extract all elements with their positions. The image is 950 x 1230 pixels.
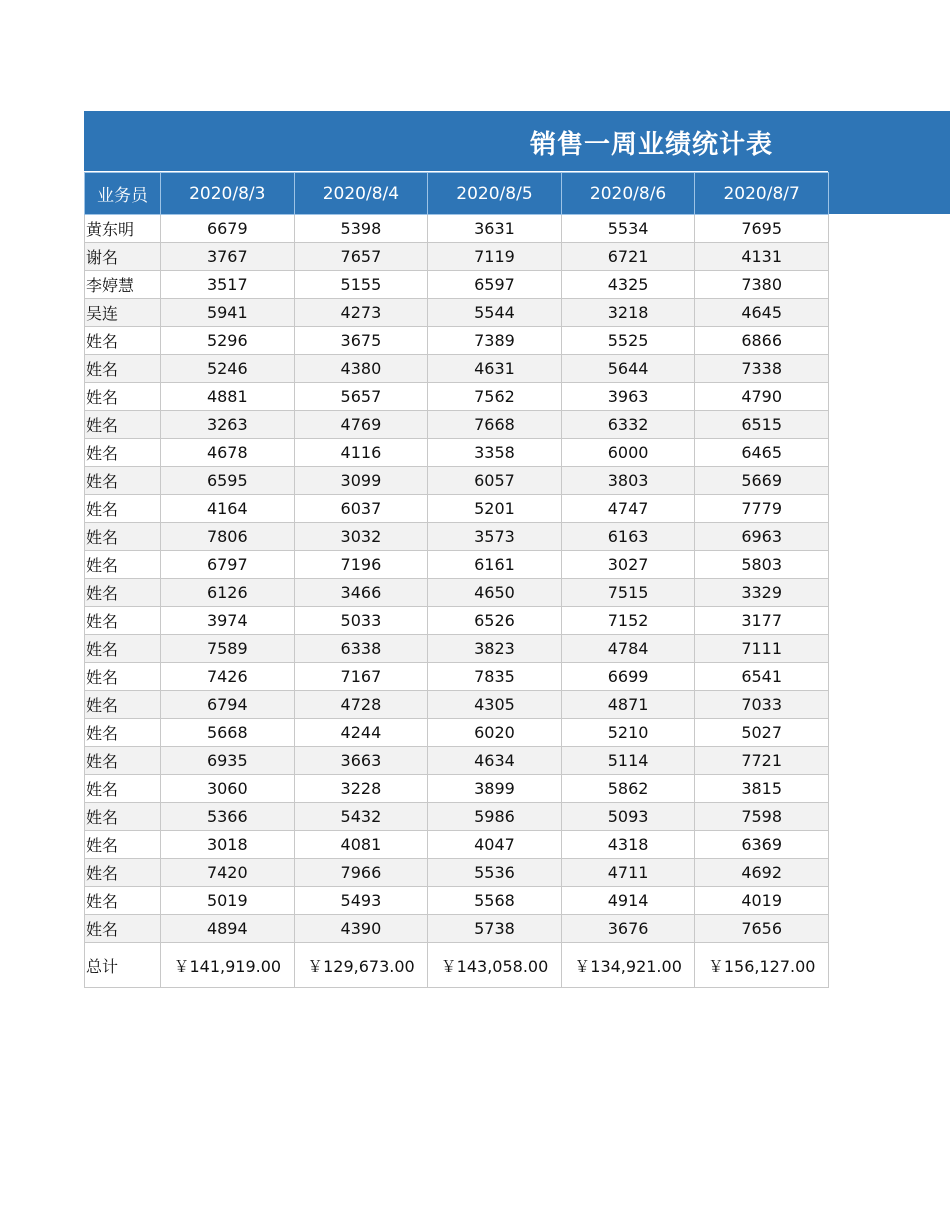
sales-value-cell[interactable]: 6163 (561, 523, 695, 551)
sales-value-cell[interactable]: 5669 (695, 467, 829, 495)
table-row (85, 411, 829, 439)
sales-value-cell[interactable]: 6597 (428, 271, 562, 299)
sales-value-cell[interactable]: 4790 (695, 383, 829, 411)
sales-value-cell[interactable]: 6595 (161, 467, 295, 495)
sales-value-cell[interactable]: 3018 (161, 831, 295, 859)
sales-value-cell[interactable]: 3675 (294, 327, 428, 355)
header-cell-date[interactable]: 2020/8/4 (294, 173, 428, 215)
header-row (85, 173, 829, 215)
table-row (85, 551, 829, 579)
sales-value-cell[interactable]: 4728 (294, 691, 428, 719)
sales-value-cell[interactable]: 4894 (161, 915, 295, 943)
salesperson-cell[interactable]: 姓名 (85, 607, 161, 635)
salesperson-cell[interactable]: 姓名 (85, 635, 161, 663)
sales-value-cell[interactable]: 5986 (428, 803, 562, 831)
sales-value-cell[interactable]: 5536 (428, 859, 562, 887)
table-row (85, 299, 829, 327)
table-row (85, 383, 829, 411)
sales-value-cell[interactable]: 5544 (428, 299, 562, 327)
sales-value-cell[interactable]: 3815 (695, 775, 829, 803)
sales-value-cell[interactable]: 4116 (294, 439, 428, 467)
sales-value-cell[interactable]: 6679 (161, 215, 295, 243)
sales-value-cell[interactable]: 6935 (161, 747, 295, 775)
salesperson-cell[interactable]: 李婷慧 (85, 271, 161, 299)
table-row (85, 803, 829, 831)
sales-value-cell[interactable]: 4380 (294, 355, 428, 383)
salesperson-cell[interactable]: 黄东明 (85, 215, 161, 243)
sales-value-cell[interactable]: 7033 (695, 691, 829, 719)
sales-value-cell[interactable]: 5019 (161, 887, 295, 915)
sales-value-cell[interactable]: 6037 (294, 495, 428, 523)
total-cell[interactable]: ￥143,058.00 (428, 943, 562, 988)
sales-value-cell[interactable]: 5398 (294, 215, 428, 243)
table-row (85, 439, 829, 467)
header-cell-date[interactable]: 2020/8/6 (561, 173, 695, 215)
table-row (85, 327, 829, 355)
salesperson-cell[interactable]: 姓名 (85, 411, 161, 439)
sales-value-cell[interactable]: 7119 (428, 243, 562, 271)
sales-value-cell[interactable]: 5525 (561, 327, 695, 355)
salesperson-cell[interactable]: 姓名 (85, 887, 161, 915)
sales-value-cell[interactable]: 6794 (161, 691, 295, 719)
table-row (85, 915, 829, 943)
sales-value-cell[interactable]: 6541 (695, 663, 829, 691)
sales-value-cell[interactable]: 7721 (695, 747, 829, 775)
sales-value-cell[interactable]: 3663 (294, 747, 428, 775)
table-row (85, 887, 829, 915)
table-row (85, 523, 829, 551)
sales-value-cell[interactable]: 6526 (428, 607, 562, 635)
table-row (85, 775, 829, 803)
sales-value-cell[interactable]: 7806 (161, 523, 295, 551)
salesperson-cell[interactable]: 姓名 (85, 803, 161, 831)
sales-value-cell[interactable]: 5803 (695, 551, 829, 579)
sales-value-cell[interactable]: 4881 (161, 383, 295, 411)
table-row (85, 691, 829, 719)
sales-value-cell[interactable]: 5738 (428, 915, 562, 943)
header-band-extension (828, 171, 950, 214)
sales-value-cell[interactable]: 7426 (161, 663, 295, 691)
sales-value-cell[interactable]: 4631 (428, 355, 562, 383)
salesperson-cell[interactable]: 姓名 (85, 495, 161, 523)
salesperson-cell[interactable]: 姓名 (85, 327, 161, 355)
table-row (85, 831, 829, 859)
table-row (85, 215, 829, 243)
sales-value-cell[interactable]: 3032 (294, 523, 428, 551)
table-row (85, 579, 829, 607)
sales-value-cell[interactable]: 3963 (561, 383, 695, 411)
sales-value-cell[interactable]: 4914 (561, 887, 695, 915)
salesperson-cell[interactable]: 姓名 (85, 579, 161, 607)
total-row (85, 943, 829, 988)
sales-value-cell[interactable]: 3573 (428, 523, 562, 551)
salesperson-cell[interactable]: 姓名 (85, 859, 161, 887)
sales-value-cell[interactable]: 4871 (561, 691, 695, 719)
sales-value-cell[interactable]: 6020 (428, 719, 562, 747)
sales-value-cell[interactable]: 6797 (161, 551, 295, 579)
table-row (85, 719, 829, 747)
sales-value-cell[interactable]: 7966 (294, 859, 428, 887)
sales-value-cell[interactable]: 3517 (161, 271, 295, 299)
sales-value-cell[interactable]: 5201 (428, 495, 562, 523)
sales-value-cell[interactable]: 6332 (561, 411, 695, 439)
salesperson-cell[interactable]: 姓名 (85, 355, 161, 383)
sales-value-cell[interactable]: 7695 (695, 215, 829, 243)
sales-value-cell[interactable]: 5155 (294, 271, 428, 299)
sales-value-cell[interactable]: 5534 (561, 215, 695, 243)
sales-value-cell[interactable]: 5432 (294, 803, 428, 831)
salesperson-cell[interactable]: 姓名 (85, 719, 161, 747)
total-cell[interactable]: ￥129,673.00 (294, 943, 428, 988)
sales-value-cell[interactable]: 4164 (161, 495, 295, 523)
sales-value-cell[interactable]: 4019 (695, 887, 829, 915)
sales-value-cell[interactable]: 3027 (561, 551, 695, 579)
sales-value-cell[interactable]: 7668 (428, 411, 562, 439)
header-cell-date[interactable]: 2020/8/7 (695, 173, 829, 215)
salesperson-cell[interactable]: 姓名 (85, 663, 161, 691)
sales-value-cell[interactable]: 3676 (561, 915, 695, 943)
sales-value-cell[interactable]: 7656 (695, 915, 829, 943)
sales-value-cell[interactable]: 6866 (695, 327, 829, 355)
sales-value-cell[interactable]: 5114 (561, 747, 695, 775)
sales-value-cell[interactable]: 3228 (294, 775, 428, 803)
sales-value-cell[interactable]: 6465 (695, 439, 829, 467)
sales-value-cell[interactable]: 4634 (428, 747, 562, 775)
sales-value-cell[interactable]: 4325 (561, 271, 695, 299)
sales-value-cell[interactable]: 6369 (695, 831, 829, 859)
sales-value-cell[interactable]: 4318 (561, 831, 695, 859)
table-row (85, 607, 829, 635)
salesperson-cell[interactable]: 谢名 (85, 243, 161, 271)
sales-value-cell[interactable]: 7196 (294, 551, 428, 579)
salesperson-cell[interactable]: 姓名 (85, 915, 161, 943)
sales-value-cell[interactable]: 7111 (695, 635, 829, 663)
sales-value-cell[interactable]: 6057 (428, 467, 562, 495)
sales-value-cell[interactable]: 7167 (294, 663, 428, 691)
sales-value-cell[interactable]: 4244 (294, 719, 428, 747)
sales-value-cell[interactable]: 5668 (161, 719, 295, 747)
sales-value-cell[interactable]: 3099 (294, 467, 428, 495)
salesperson-cell[interactable]: 吴连 (85, 299, 161, 327)
sales-value-cell[interactable]: 3263 (161, 411, 295, 439)
sales-value-cell[interactable]: 7389 (428, 327, 562, 355)
salesperson-cell[interactable]: 姓名 (85, 551, 161, 579)
sales-value-cell[interactable]: 5493 (294, 887, 428, 915)
salesperson-cell[interactable]: 姓名 (85, 691, 161, 719)
sales-value-cell[interactable]: 6721 (561, 243, 695, 271)
sales-table (84, 172, 829, 988)
total-label-cell[interactable]: 总计 (85, 943, 161, 988)
sales-value-cell[interactable]: 7835 (428, 663, 562, 691)
sales-value-cell[interactable]: 4769 (294, 411, 428, 439)
sales-value-cell[interactable]: 5657 (294, 383, 428, 411)
sales-value-cell[interactable]: 5862 (561, 775, 695, 803)
table-row (85, 243, 829, 271)
sales-value-cell[interactable]: 7657 (294, 243, 428, 271)
sales-value-cell[interactable]: 4131 (695, 243, 829, 271)
header-cell-date[interactable]: 2020/8/5 (428, 173, 562, 215)
total-cell[interactable]: ￥141,919.00 (161, 943, 295, 988)
sales-value-cell[interactable]: 3329 (695, 579, 829, 607)
sales-value-cell[interactable]: 5210 (561, 719, 695, 747)
sales-value-cell[interactable]: 7152 (561, 607, 695, 635)
sales-value-cell[interactable]: 5644 (561, 355, 695, 383)
sales-value-cell[interactable]: 5296 (161, 327, 295, 355)
sales-value-cell[interactable]: 3631 (428, 215, 562, 243)
sales-value-cell[interactable]: 5033 (294, 607, 428, 635)
sales-value-cell[interactable]: 7515 (561, 579, 695, 607)
sales-value-cell[interactable]: 7598 (695, 803, 829, 831)
table-row (85, 859, 829, 887)
sales-value-cell[interactable]: 4784 (561, 635, 695, 663)
salesperson-cell[interactable]: 姓名 (85, 831, 161, 859)
sales-value-cell[interactable]: 7779 (695, 495, 829, 523)
sales-value-cell[interactable]: 6963 (695, 523, 829, 551)
sales-value-cell[interactable]: 7338 (695, 355, 829, 383)
sales-value-cell[interactable]: 3218 (561, 299, 695, 327)
sales-value-cell[interactable]: 5941 (161, 299, 295, 327)
header-cell-date[interactable]: 2020/8/3 (161, 173, 295, 215)
sales-value-cell[interactable]: 3060 (161, 775, 295, 803)
sales-value-cell[interactable]: 4305 (428, 691, 562, 719)
sales-value-cell[interactable]: 4711 (561, 859, 695, 887)
sheet-title: 销售一周业绩统计表 (530, 130, 774, 160)
total-cell[interactable]: ￥134,921.00 (561, 943, 695, 988)
sales-value-cell[interactable]: 4678 (161, 439, 295, 467)
header-cell-salesperson[interactable]: 业务员 (85, 173, 161, 215)
sales-value-cell[interactable]: 4747 (561, 495, 695, 523)
sales-value-cell[interactable]: 7420 (161, 859, 295, 887)
salesperson-cell[interactable]: 姓名 (85, 383, 161, 411)
sales-value-cell[interactable]: 4645 (695, 299, 829, 327)
sales-value-cell[interactable]: 3803 (561, 467, 695, 495)
sales-value-cell[interactable]: 6000 (561, 439, 695, 467)
sales-value-cell[interactable]: 5093 (561, 803, 695, 831)
salesperson-cell[interactable]: 姓名 (85, 467, 161, 495)
salesperson-cell[interactable]: 姓名 (85, 439, 161, 467)
table-row (85, 271, 829, 299)
table-row (85, 467, 829, 495)
sales-value-cell[interactable]: 6699 (561, 663, 695, 691)
sales-value-cell[interactable]: 3466 (294, 579, 428, 607)
total-cell[interactable]: ￥156,127.00 (695, 943, 829, 988)
sales-value-cell[interactable]: 4047 (428, 831, 562, 859)
table-body (85, 215, 829, 943)
sales-value-cell[interactable]: 6161 (428, 551, 562, 579)
salesperson-cell[interactable]: 姓名 (85, 775, 161, 803)
sales-value-cell[interactable]: 6338 (294, 635, 428, 663)
sales-value-cell[interactable]: 3767 (161, 243, 295, 271)
salesperson-cell[interactable]: 姓名 (85, 747, 161, 775)
sales-value-cell[interactable]: 4650 (428, 579, 562, 607)
sales-value-cell[interactable]: 6126 (161, 579, 295, 607)
sales-value-cell[interactable]: 3823 (428, 635, 562, 663)
sales-value-cell[interactable]: 4081 (294, 831, 428, 859)
salesperson-cell[interactable]: 姓名 (85, 523, 161, 551)
title-band (84, 111, 950, 171)
sales-value-cell[interactable]: 5246 (161, 355, 295, 383)
sales-value-cell[interactable]: 4273 (294, 299, 428, 327)
sales-value-cell[interactable]: 5568 (428, 887, 562, 915)
sales-value-cell[interactable]: 7562 (428, 383, 562, 411)
table-row (85, 747, 829, 775)
sales-value-cell[interactable]: 3358 (428, 439, 562, 467)
table-row (85, 635, 829, 663)
sales-value-cell[interactable]: 5366 (161, 803, 295, 831)
sales-value-cell[interactable]: 5027 (695, 719, 829, 747)
sales-value-cell[interactable]: 7380 (695, 271, 829, 299)
sales-value-cell[interactable]: 4390 (294, 915, 428, 943)
sales-value-cell[interactable]: 7589 (161, 635, 295, 663)
sales-value-cell[interactable]: 3899 (428, 775, 562, 803)
sales-value-cell[interactable]: 6515 (695, 411, 829, 439)
sales-value-cell[interactable]: 3177 (695, 607, 829, 635)
table-row (85, 355, 829, 383)
table-row (85, 663, 829, 691)
sales-value-cell[interactable]: 3974 (161, 607, 295, 635)
sales-value-cell[interactable]: 4692 (695, 859, 829, 887)
table-row (85, 495, 829, 523)
